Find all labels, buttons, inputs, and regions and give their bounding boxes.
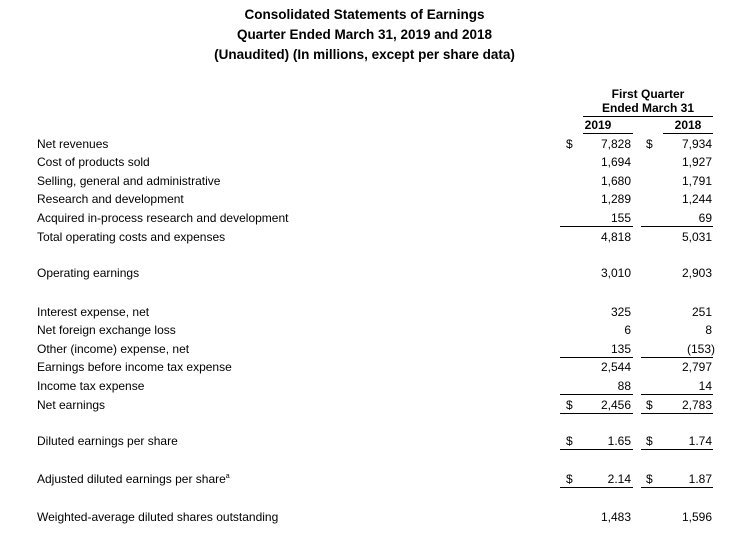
year-header-2019: 2019: [584, 118, 612, 132]
value-2019: 6: [624, 323, 631, 337]
table-row: [0, 323, 729, 341]
value-2018: 5,031: [681, 230, 712, 244]
table-row: [0, 360, 729, 378]
value-2019: 1,289: [600, 192, 631, 206]
footnote-marker: a: [225, 473, 230, 480]
value-2019: 2,456: [600, 398, 631, 412]
value-2018: 251: [691, 305, 712, 319]
table-row: [0, 305, 729, 323]
total-double-underline: [560, 413, 633, 414]
row-label: Selling, general and administrative: [37, 174, 221, 188]
row-label: Operating earnings: [37, 266, 140, 280]
year-underline-2019: [583, 133, 633, 134]
period-header-line-1: First Quarter: [611, 87, 685, 101]
subtotal-underline: [641, 394, 713, 395]
value-2018: 1,596: [681, 510, 712, 524]
value-2019: 1.65: [607, 434, 631, 448]
currency-symbol: $: [646, 398, 653, 412]
subtotal-underline: [560, 226, 633, 227]
table-row: [0, 192, 729, 210]
value-2019: 1,694: [600, 155, 631, 169]
value-2019: 1,680: [600, 174, 631, 188]
value-2019: 325: [610, 305, 631, 319]
row-label: Acquired in-process research and development: [37, 211, 289, 225]
total-double-underline: [560, 487, 633, 488]
value-2018: 1.87: [688, 472, 712, 486]
value-2019: 2,544: [600, 360, 631, 374]
value-2019: 4,818: [600, 230, 631, 244]
value-2018: 8: [705, 323, 712, 337]
value-2018: 2,783: [681, 398, 712, 412]
table-row: [0, 137, 729, 155]
row-label: Weighted-average diluted shares outstanding: [37, 510, 279, 524]
table-row: [0, 155, 729, 173]
value-2018: 14: [698, 379, 712, 393]
subtotal-underline: [560, 357, 633, 358]
year-header-2018: 2018: [674, 118, 702, 132]
table-row: [0, 230, 729, 248]
total-double-underline: [641, 449, 713, 450]
table-row: [0, 510, 729, 528]
value-2019: 135: [610, 342, 631, 356]
total-double-underline: [641, 413, 713, 414]
value-2018: 2,797: [681, 360, 712, 374]
row-label: Cost of products sold: [37, 155, 150, 169]
subtotal-underline: [560, 394, 633, 395]
value-2019: 7,828: [600, 137, 631, 151]
title-line-3: (Unaudited) (In millions, except per share data): [214, 47, 515, 62]
currency-symbol: $: [566, 137, 573, 151]
subtotal-underline: [641, 357, 713, 358]
value-2018: 1.74: [688, 434, 712, 448]
period-header-line-2: Ended March 31: [583, 101, 713, 117]
row-label: Net foreign exchange loss: [37, 323, 176, 337]
row-label: [37, 472, 230, 486]
row-label: Diluted earnings per share: [37, 434, 178, 448]
row-label: Income tax expense: [37, 379, 145, 393]
value-2018: 69: [698, 211, 712, 225]
row-label: Research and development: [37, 192, 184, 206]
row-label: Interest expense, net: [37, 305, 150, 319]
total-double-underline: [641, 487, 713, 488]
subtotal-underline: [641, 226, 713, 227]
currency-symbol: $: [646, 434, 653, 448]
currency-symbol: $: [566, 398, 573, 412]
value-2019: 3,010: [600, 266, 631, 280]
value-2019: 2.14: [607, 472, 631, 486]
row-label: Net revenues: [37, 137, 109, 151]
row-label: Net earnings: [37, 398, 106, 412]
currency-symbol: $: [646, 472, 653, 486]
value-2018: 2,903: [681, 266, 712, 280]
value-2019: 1,483: [600, 510, 631, 524]
value-2019: 155: [610, 211, 631, 225]
currency-symbol: $: [566, 472, 573, 486]
row-label: Other (income) expense, net: [37, 342, 190, 356]
value-2018: (153): [686, 342, 715, 356]
row-label-text: Adjusted diluted earnings per share: [37, 472, 226, 486]
value-2018: 7,934: [681, 137, 712, 151]
currency-symbol: $: [646, 137, 653, 151]
title-line-2: Quarter Ended March 31, 2019 and 2018: [236, 27, 493, 42]
total-double-underline: [560, 449, 633, 450]
currency-symbol: $: [566, 434, 573, 448]
title-line-1: Consolidated Statements of Earnings: [244, 7, 485, 22]
value-2018: 1,927: [681, 155, 712, 169]
year-underline-2018: [663, 133, 713, 134]
row-label: Total operating costs and expenses: [37, 230, 226, 244]
table-row: [0, 174, 729, 192]
value-2018: 1,791: [681, 174, 712, 188]
row-label: Earnings before income tax expense: [37, 360, 232, 374]
table-row: [0, 266, 729, 284]
value-2019: 88: [617, 379, 631, 393]
statement-title: [0, 5, 729, 65]
value-2018: 1,244: [681, 192, 712, 206]
